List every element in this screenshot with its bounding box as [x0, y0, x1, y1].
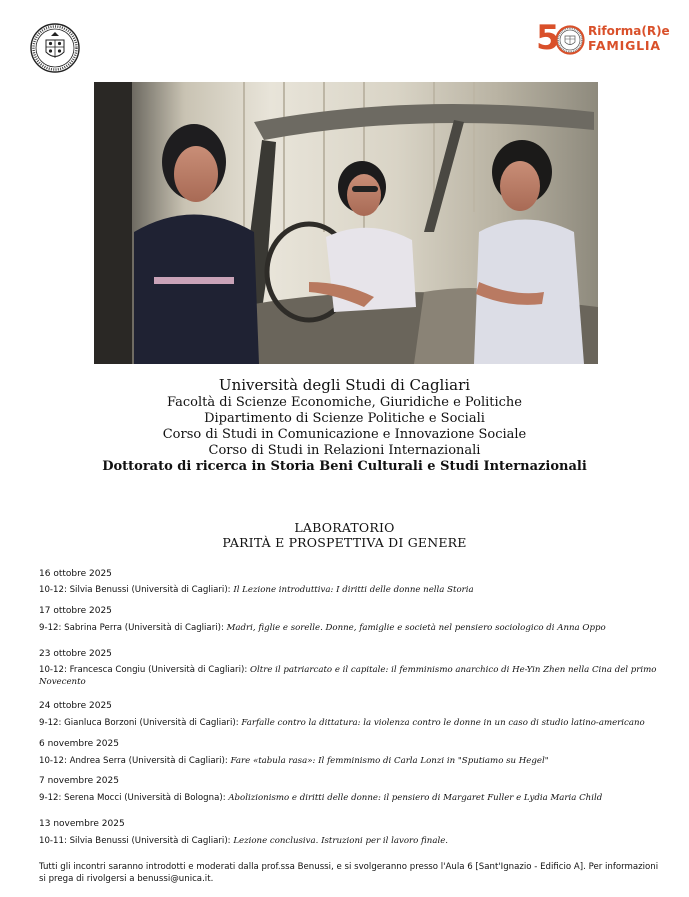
session-title: Fare «tabula rasa»: Il femminismo di Carla Lonzi in "Sputiamo su Hegel" — [230, 756, 549, 766]
session-date: 13 novembre 2025 — [39, 819, 125, 829]
department-name: Dipartimento di Scienze Politiche e Sociali — [204, 411, 485, 426]
session-speaker: 10-12: Silvia Benussi (Università di Cagliari): — [39, 585, 234, 595]
session-speaker: 10-12: Andrea Serra (Università di Cagliari): — [39, 756, 231, 766]
session-entry — [39, 717, 659, 729]
session-speaker: 10-11: Silvia Benussi (Università di Cagliari): — [39, 836, 234, 846]
laboratory-label: LABORATORIO — [294, 520, 395, 535]
session-entry — [39, 622, 659, 634]
university-seal-logo — [30, 23, 80, 73]
session-date: 24 ottobre 2025 — [39, 701, 112, 711]
session-speaker: 10-12: Francesca Congiu (Università di Cagliari): — [39, 665, 250, 675]
university-name: Università degli Studi di Cagliari — [218, 376, 471, 394]
session-title: Madri, figlie e sorelle. Donne, famiglie e società nel pensiero sociologico di Anna Oppo — [226, 623, 606, 633]
session-speaker: 9-12: Gianluca Borzoni (Università di Cagliari): — [39, 718, 242, 728]
brand-line2: FAMIGLIA — [588, 38, 661, 53]
faculty-name: Facoltà di Scienze Economiche, Giuridiche e Politiche — [166, 395, 522, 410]
institution-header — [0, 376, 689, 475]
laboratory-title: PARITÀ E PROSPETTIVA DI GENERE — [222, 535, 467, 550]
brand-seal-icon — [555, 25, 585, 55]
session-title: Lezione conclusiva. Istruzioni per il lavoro finale. — [233, 836, 449, 846]
riforma-e-famiglia-logo — [536, 18, 670, 58]
vintage-photo-three-women-in-car — [94, 82, 598, 364]
footer-note: Tutti gli incontri saranno introdotti e moderati dalla prof.ssa Benussi, e si svolgeranno presso l'Aula 6 [Sant'Ignazio - Edificio A]. Per informazioni si prega di rivolgersi a benussi@unica.it. — [39, 862, 659, 884]
session-date: 16 ottobre 2025 — [39, 569, 112, 579]
brand-line1: Riforma(R)e — [588, 24, 670, 38]
session-date: 23 ottobre 2025 — [39, 649, 112, 659]
session-entry — [39, 835, 659, 847]
session-date: 6 novembre 2025 — [39, 739, 119, 749]
session-title: Farfalle contro la dittatura: la violenza contro le donne in un caso di studio latino-americano — [241, 718, 645, 728]
session-title: Abolizionismo e diritti delle donne: il pensiero di Margaret Fuller e Lydia Maria Child — [228, 793, 603, 803]
session-title: Oltre il patriarcato e il capitale: il femminismo anarchico di He-Yin Zhen nella Cina del primo Novecento — [39, 665, 657, 687]
course-name-1: Corso di Studi in Comunicazione e Innovazione Sociale — [162, 427, 527, 442]
laboratory-heading — [0, 520, 689, 550]
session-entry — [39, 664, 659, 688]
brand-number: 5 — [536, 18, 560, 58]
session-speaker: 9-12: Sabrina Perra (Università di Cagliari): — [39, 623, 227, 633]
session-entry — [39, 792, 659, 804]
session-speaker: 9-12: Serena Mocci (Università di Bologna): — [39, 793, 229, 803]
course-name-2: Corso di Studi in Relazioni Internazionali — [208, 443, 481, 458]
session-date: 7 novembre 2025 — [39, 776, 119, 786]
session-title: Il Lezione introduttiva: I diritti delle donne nella Storia — [233, 585, 474, 595]
session-entry — [39, 755, 659, 767]
session-date: 17 ottobre 2025 — [39, 606, 112, 616]
brand-wordmark — [588, 24, 670, 53]
doctorate-name: Dottorato di ricerca in Storia Beni Culturali e Studi Internazionali — [102, 459, 587, 474]
session-entry — [39, 584, 659, 596]
